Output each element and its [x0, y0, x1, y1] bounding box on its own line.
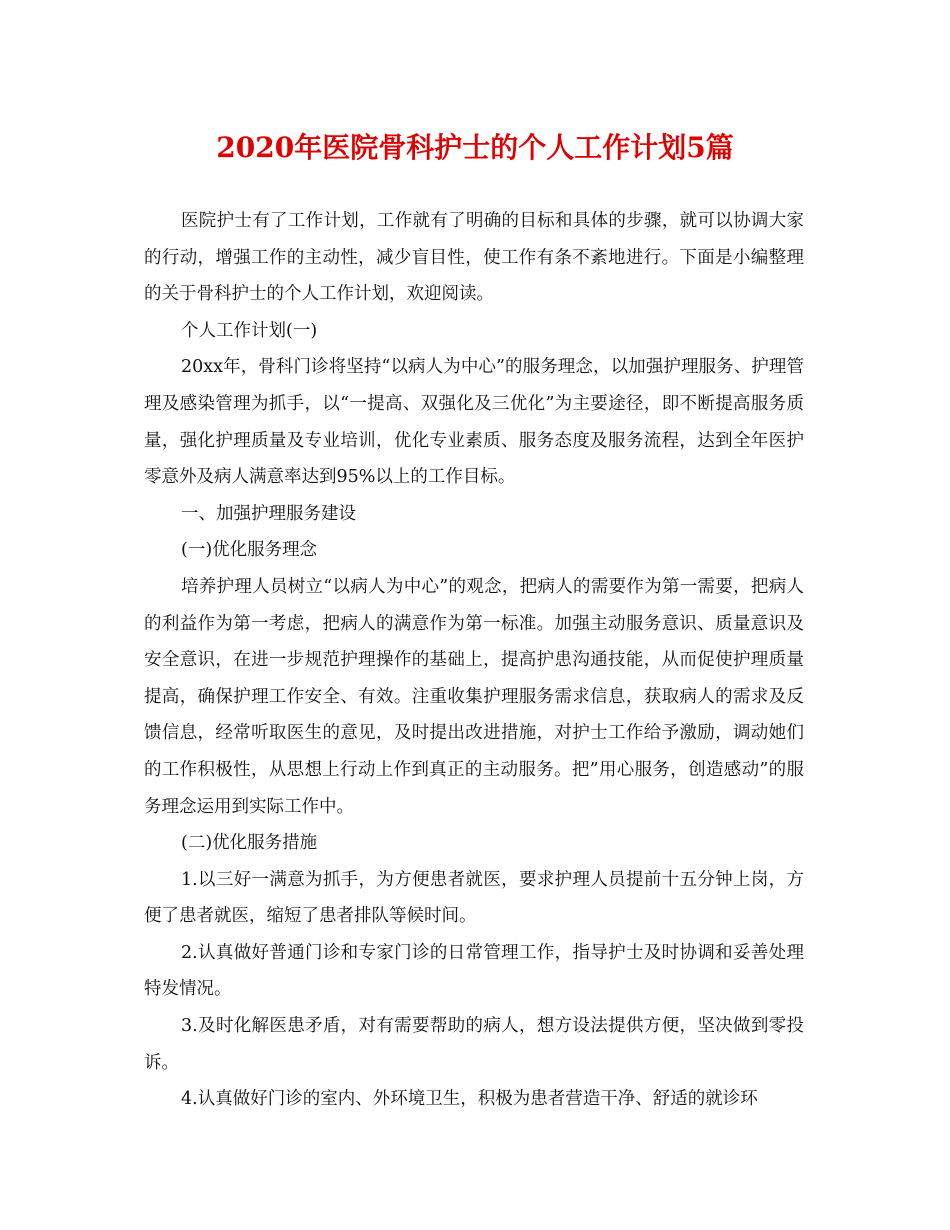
heading-plan-one: 个人工作计划(一): [181, 320, 318, 341]
document-body: [144, 203, 804, 1118]
list-item-2: 2.认真做好普通门诊和专家门诊的日常管理工作，指导护士及时协调和妥善处理特发情况。: [144, 942, 804, 1000]
list-item-4: 4.认真做好门诊的室内、外环境卫生，积极为患者营造干净、舒适的就诊环: [181, 1089, 758, 1110]
paragraph-annual-goal: 20xx年，骨科门诊将坚持“以病人为中心”的服务理念，以加强护理服务、护理管理及感染管理为抓手，以“一提高、双强化及三优化”为主要途径，即不断提高服务质量，强化护理质量及专业培训，优化专业素质、服务态度及服务流程，达到全年医护零意外及病人满意率达到95%以上的工作目标。: [144, 357, 804, 488]
paragraph-service-concept: 培养护理人员树立“以病人为中心”的观念，把病人的需要作为第一需要，把病人的利益作为第一考虑，把病人的满意作为第一标准。加强主动服务意识、质量意识及安全意识，在进一步规范护理操作的基础上，提高护患沟通技能，从而促使护理质量提高，确保护理工作安全、有效。注重收集护理服务需求信息，获取病人的需求及反馈信息，经常听取医生的意见，及时提出改进措施，对护士工作给予激励，调动她们的工作积极性，从思想上行动上作到真正的主动服务。把”用心服务，创造感动”的服务理念运用到实际工作中。: [144, 576, 804, 817]
paragraph-intro: 医院护士有了工作计划，工作就有了明确的目标和具体的步骤，就可以协调大家的行动，增强工作的主动性，减少盲目性，使工作有条不紊地进行。下面是小编整理的关于骨科护士的个人工作计划，欢迎阅读。: [144, 211, 804, 305]
document-title: 2020年医院骨科护士的个人工作计划5篇: [216, 131, 734, 164]
heading-section-one: 一、加强护理服务建设: [181, 503, 356, 524]
heading-subsection-one: (一)优化服务理念: [181, 540, 318, 561]
heading-subsection-two: (二)优化服务措施: [181, 833, 318, 854]
list-item-3: 3.及时化解医患矛盾，对有需要帮助的病人，想方设法提供方便，坚决做到零投诉。: [144, 1016, 804, 1073]
list-item-1: 1.以三好一满意为抓手，为方便患者就医，要求护理人员提前十五分钟上岗，方便了患者就医，缩短了患者排队等候时间。: [144, 869, 804, 927]
